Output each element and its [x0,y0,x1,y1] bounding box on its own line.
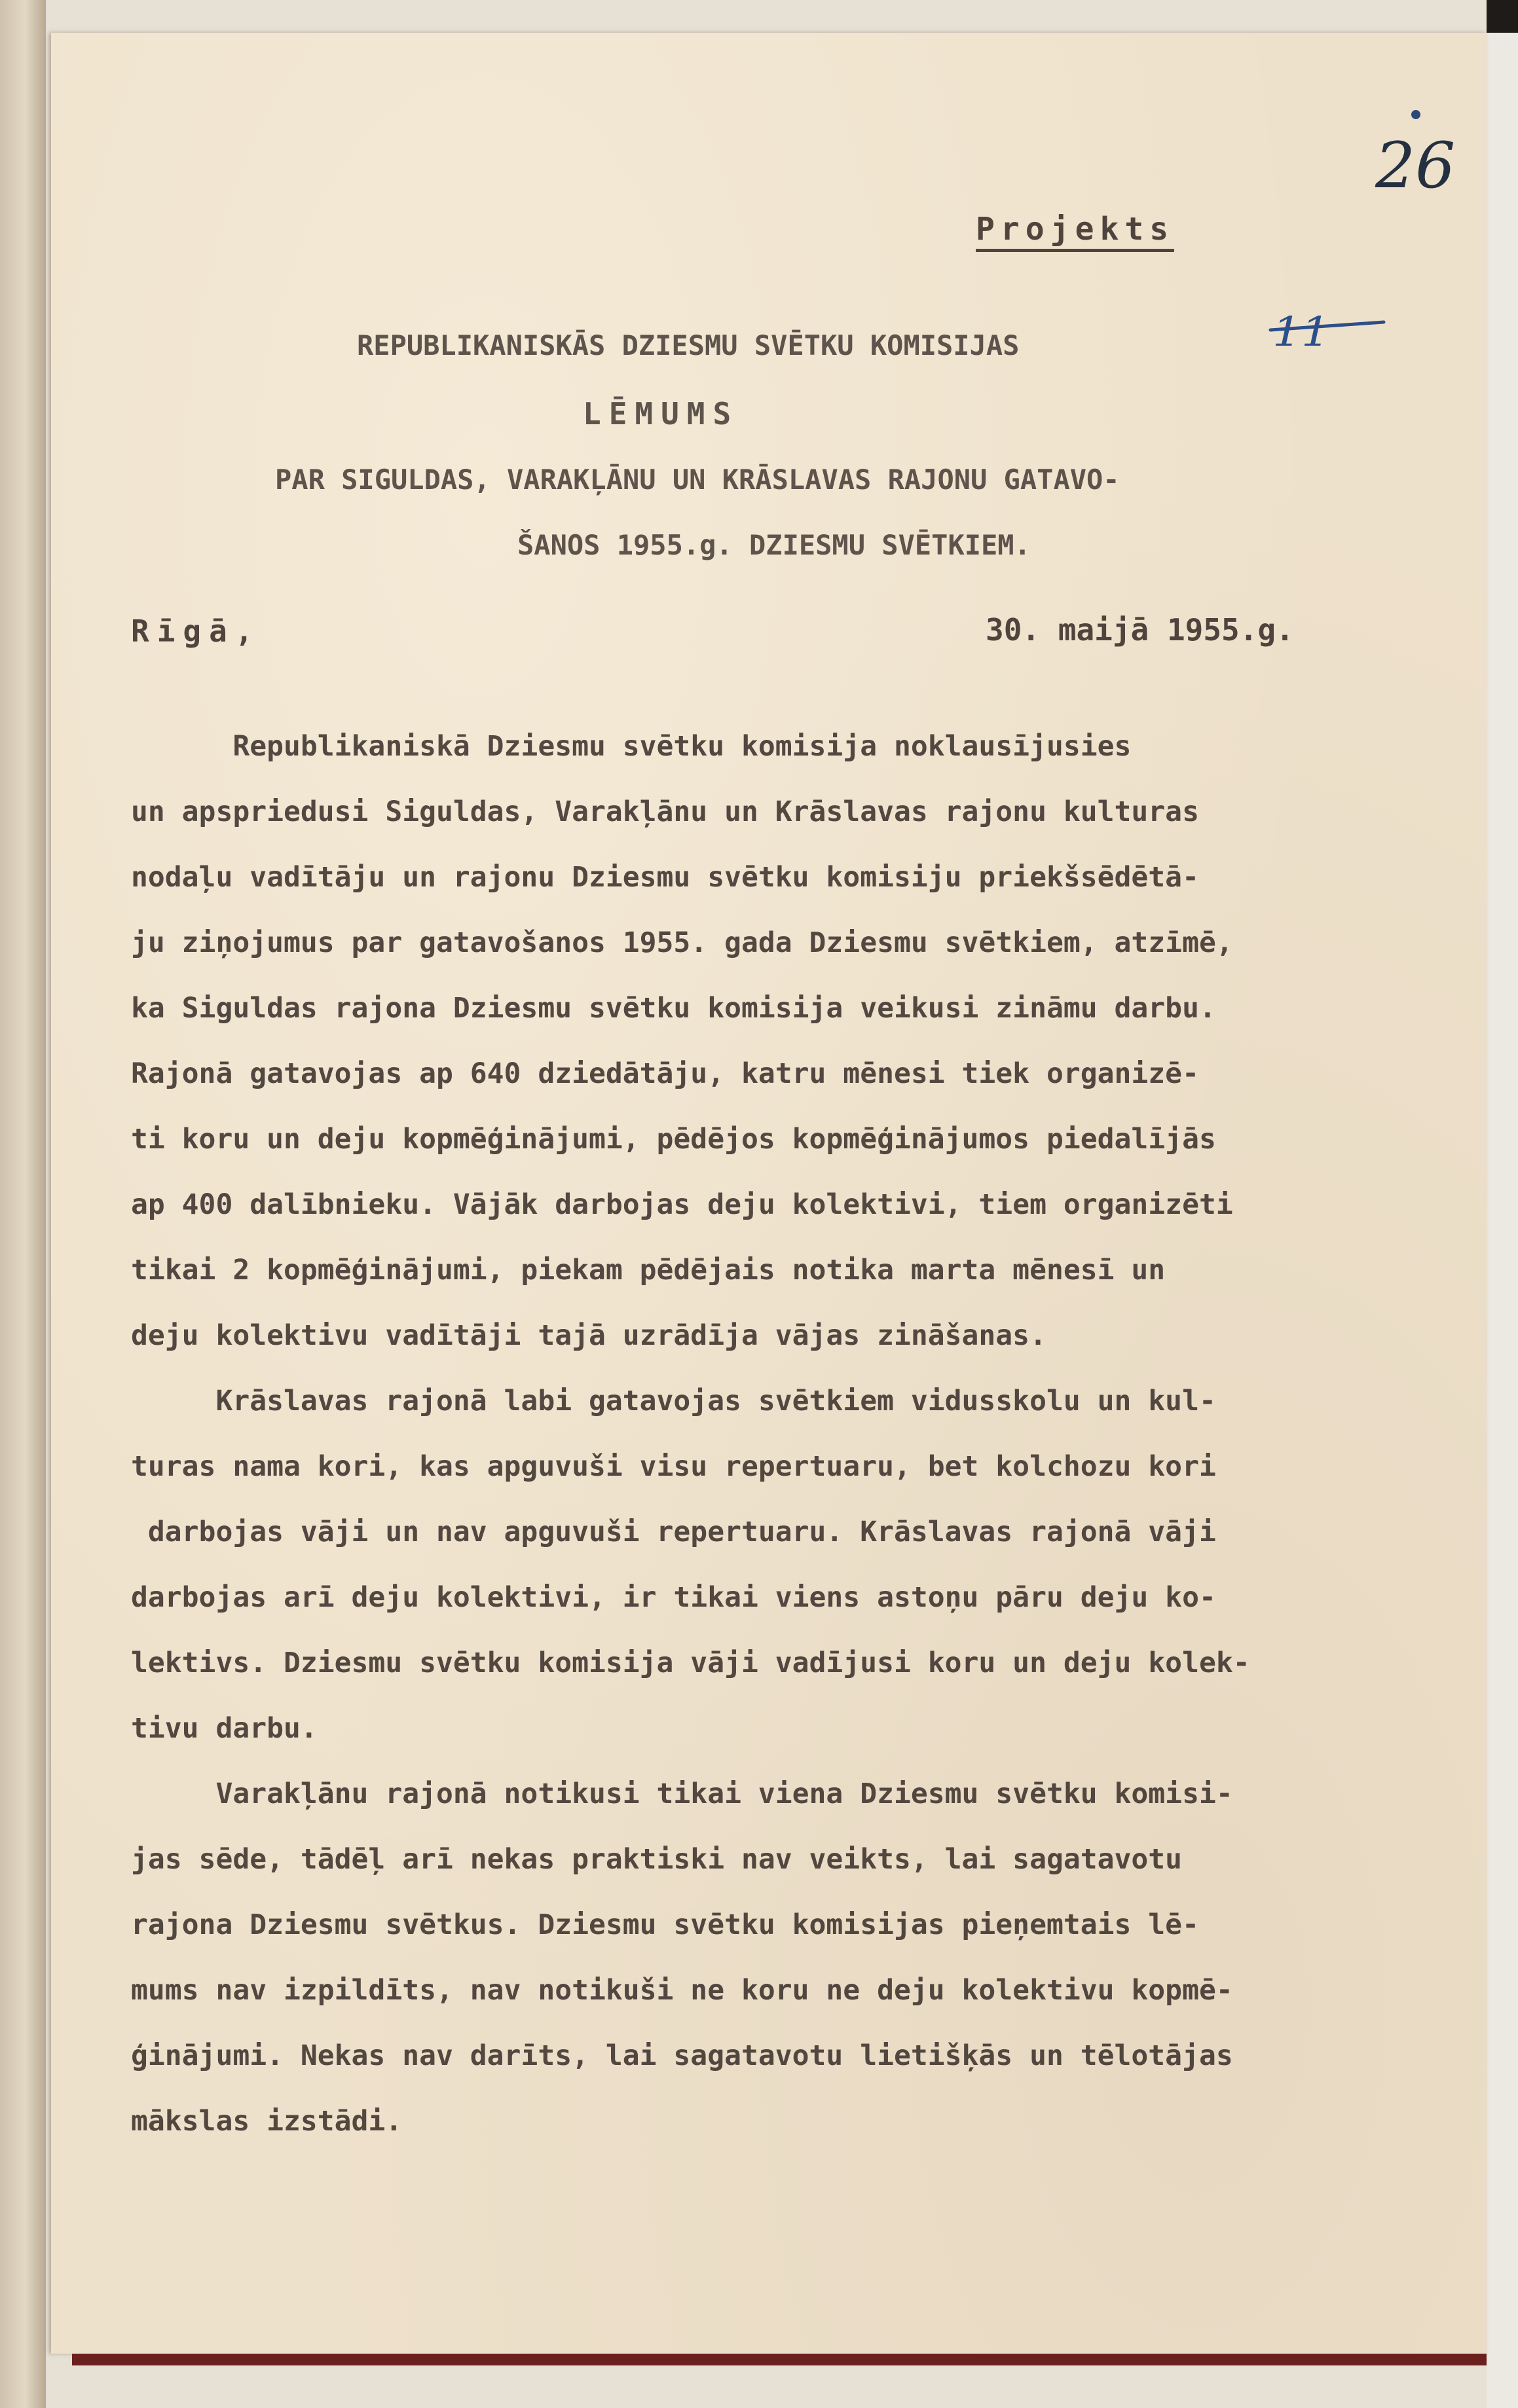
text-line: Krāslavas rajonā labi gatavojas svētkiem vidusskolu un kul- [131,1385,1216,1417]
pencil-mark-text: 11 [1272,308,1330,356]
text-line: Rajonā gatavojas ap 640 dziedātāju, katru mēnesi tiek organizē- [131,1057,1199,1090]
title-line-4: ŠANOS 1955.g. DZIESMU SVĒTKIEM. [517,529,1031,561]
text-line: mākslas izstādi. [131,2105,403,2138]
text-line: lektivs. Dziesmu svētku komisija vāji vadījusi koru un deju kolek- [131,1647,1250,1679]
dateline-place: Rīgā, [131,613,261,649]
binding-strip [0,0,46,2408]
folio-number: 26 [1375,129,1456,202]
document-body [131,714,1473,2154]
paragraph [131,714,1473,1368]
text-line: tikai 2 kopmēģinājumi, piekam pēdējais notika marta mēnesī un [131,1254,1166,1286]
text-line: jas sēde, tādēļ arī nekas praktiski nav veikts, lai sagatavotu [131,1843,1183,1876]
title-line-2: LĒMUMS [583,396,739,431]
text-line: ju ziņojumus par gatavošanos 1955. gada Dziesmu svētkiem, atzīmē, [131,926,1233,959]
text-line: ti koru un deju kopmēģinājumi, pēdējos kopmēģinājumos piedalījās [131,1123,1216,1156]
text-line: ap 400 dalībnieku. Vājāk darbojas deju kolektivi, tiem organizēti [131,1188,1233,1221]
text-line: mums nav izpildīts, nav notikuši ne koru ne deju kolektivu kopmē- [131,1974,1233,2007]
title-line-3: PAR SIGULDAS, VARAKĻĀNU UN KRĀSLAVAS RAJONU GATAVO- [275,464,1120,496]
dark-corner [1487,0,1518,33]
text-line: Republikaniskā Dziesmu svētku komisija noklausījusies [131,730,1132,763]
text-line: turas nama kori, kas apguvuši visu repertuaru, bet kolchozu kori [131,1450,1216,1483]
paragraph [131,1368,1473,1761]
text-line: un apspriedusi Siguldas, Varakļānu un Krāslavas rajonu kulturas [131,795,1199,828]
ink-dot [1411,110,1420,119]
paragraph [131,1761,1473,2154]
page-back-edge [1487,0,1518,2408]
dateline-date: 30. maijā 1955.g. [986,612,1294,648]
draft-label: Projekts [976,211,1174,252]
text-line: tivu darbu. [131,1712,318,1745]
text-line: Varakļānu rajonā notikusi tikai viena Dziesmu svētku komisi- [131,1778,1233,1810]
text-line: ka Siguldas rajona Dziesmu svētku komisija veikusi zināmu darbu. [131,992,1216,1025]
text-line: darbojas vāji un nav apguvuši repertuaru. Krāslavas rajonā vāji [131,1516,1216,1548]
folder-edge [72,2354,1487,2365]
title-line-1: REPUBLIKANISKĀS DZIESMU SVĒTKU KOMISIJAS [357,329,1020,361]
text-line: nodaļu vadītāju un rajonu Dziesmu svētku komisiju priekšsēdētā- [131,861,1199,894]
text-line: deju kolektivu vadītāji tajā uzrādīja vājas zināšanas. [131,1319,1046,1352]
text-line: rajona Dziesmu svētkus. Dziesmu svētku komisijas pieņemtais lē- [131,1908,1199,1941]
text-line: darbojas arī deju kolektivi, ir tikai viens astoņu pāru deju ko- [131,1581,1216,1614]
pencil-mark [1267,308,1392,360]
text-line: ģinājumi. Nekas nav darīts, lai sagatavotu lietišķās un tēlotājas [131,2039,1233,2072]
